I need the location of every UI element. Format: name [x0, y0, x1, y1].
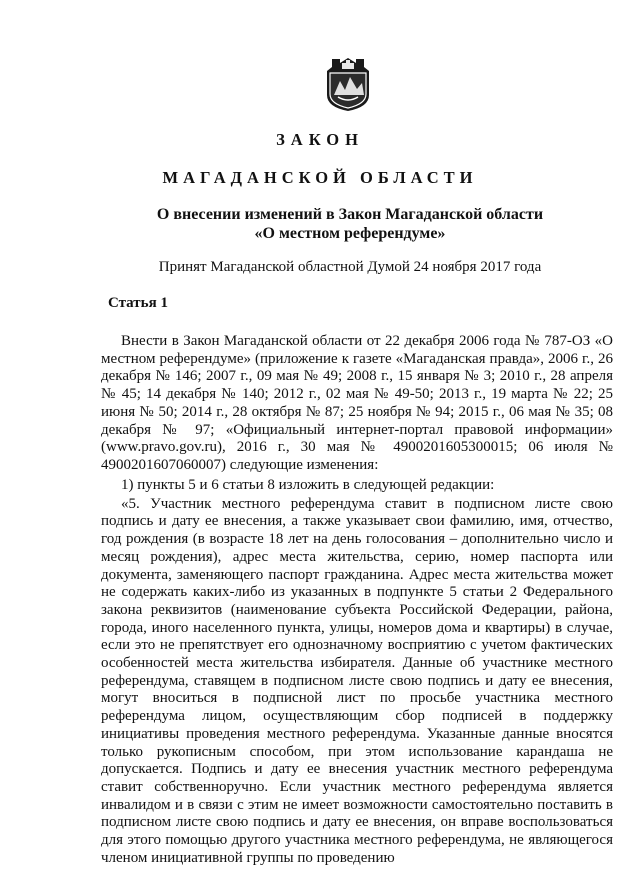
amendment-item-1: 1) пункты 5 и 6 статьи 8 изложить в следующей редакции:	[121, 477, 495, 493]
amendment-text: «5. Участник местного референдума ставит в подписном листе свою подпись и дату ее внесения, а также указывает свои фамилию, имя, отчество, год рождения (в возрасте 18 лет на день голосования – дополнительно число и месяц рождения), адрес места жительства, серию, номер паспорта или документа, заменяющего паспорт гражданина. Адрес места жительства может не содержать каких-либо из указанных в подпункте 5 статьи 2 Федерального закона реквизитов (наименование субъекта Российской Федерации, района, города, иного населенного пункта, улицы, номеров дома и квартиры) в случае, если это не препятствует его однозначному восприятию с учетом фактических особенностей места жительства избирателя. Данные об участнике местного референдума, ставящем в подписном листе свою подпись и дату ее внесения, могут вноситься в подписной лист по просьбе участника местного референдума лицом, осуществляющим сбор подписей в поддержку инициативы проведения местного референдума. Указанные данные вносятся только рукописным способом, при этом использование карандаша не допускается. Подпись и дату ее внесения участник местного референдума ставит собственноручно. Если участник местного референдума является инвалидом и в связи с этим не имеет возможности самостоятельно поставить в подписном листе свою подпись и дату ее внесения, он вправе воспользоваться для этого помощью другого участника местного референдума, не являющегося членом инициативной группы по проведению	[101, 495, 613, 866]
amendment-block	[101, 477, 613, 867]
article-intro	[101, 333, 613, 475]
magadan-coat-of-arms-icon	[326, 57, 370, 112]
law-title-line-1: О внесении изменений в Закон Магаданской области	[156, 206, 544, 223]
intro-paragraph: Внести в Закон Магаданской области от 22 декабря 2006 года № 787-ОЗ «О местном референдуме» (приложение к газете «Магаданская правда», 2006 г., 26 декабря № 146; 2007 г., 09 мая № 49; 2008 г., 15 января № 3; 2010 г., 28 апреля № 45; 14 декабря № 140; 2012 г., 02 мая № 49-50; 2013 г., 19 марта № 22; 25 июня № 50; 2014 г., 28 октября № 87; 25 ноября № 94; 2015 г., 06 мая № 35; 08 декабря № 97; «Официальный интернет-портал правовой информации» (www.pravo.gov.ru), 2016 г., 30 мая № 4900201605300015; 06 июля № 4900201607060007) следующие изменения:	[101, 333, 613, 473]
law-title-line-2: «О местном референдуме»	[254, 225, 446, 242]
issuing-region: МАГАДАНСКОЙ ОБЛАСТИ	[162, 168, 478, 187]
law-title	[100, 205, 600, 243]
document-type: ЗАКОН	[276, 130, 364, 149]
article-title: Статья 1	[108, 295, 168, 311]
adoption-note: Принят Магаданской областной Думой 24 ноября 2017 года	[158, 259, 542, 275]
